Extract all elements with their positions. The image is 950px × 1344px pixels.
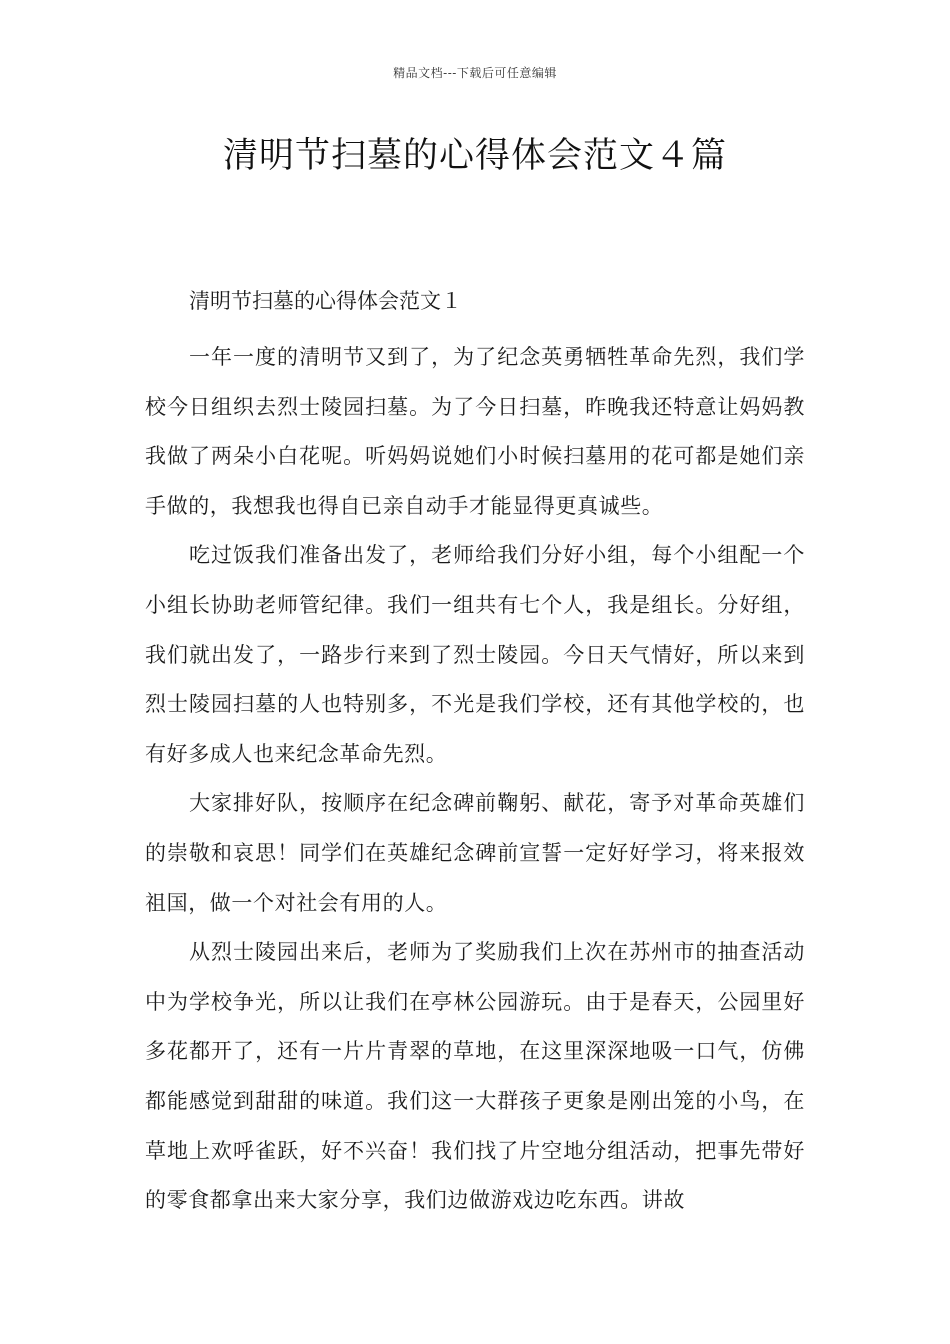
paragraph: 从烈士陵园出来后，老师为了奖励我们上次在苏州市的抽查活动中为学校争光，所以让我们在亭林公园游玩。由于是春天，公园里好多花都开了，还有一片片青翠的草地，在这里深深地吸一口气，仿佛都能感觉到甜甜的味道。我们这一大群孩子更象是刚出笼的小鸟，在草地上欢呼雀跃，好不兴奋！我们找了片空地分组活动，把事先带好的零食都拿出来大家分享，我们边做游戏边吃东西。讲故	[145, 940, 805, 1213]
header-note: 精品文档---下载后可任意编辑	[393, 66, 557, 80]
paragraph: 大家排好队，按顺序在纪念碑前鞠躬、献花，寄予对革命英雄们的崇敬和哀思！同学们在英雄纪念碑前宣誓一定好好学习，将来报效祖国，做一个对社会有用的人。	[145, 791, 805, 915]
section-heading: 清明节扫墓的心得体会范文１	[189, 289, 462, 313]
paragraph: 吃过饭我们准备出发了，老师给我们分好小组，每个小组配一个小组长协助老师管纪律。我们一组共有七个人，我是组长。分好组，我们就出发了，一路步行来到了烈士陵园。今日天气情好，所以来到烈士陵园扫墓的人也特别多，不光是我们学校，还有其他学校的，也有好多成人也来纪念革命先烈。	[145, 543, 805, 766]
paragraph: 一年一度的清明节又到了，为了纪念英勇牺牲革命先烈，我们学校今日组织去烈士陵园扫墓。为了今日扫墓，昨晚我还特意让妈妈教我做了两朵小白花呢。听妈妈说她们小时候扫墓用的花可都是她们亲手做的，我想我也得自已亲自动手才能显得更真诚些。	[145, 345, 805, 518]
document-body	[145, 283, 805, 1226]
document-title: 清明节扫墓的心得体会范文４篇	[222, 136, 727, 176]
